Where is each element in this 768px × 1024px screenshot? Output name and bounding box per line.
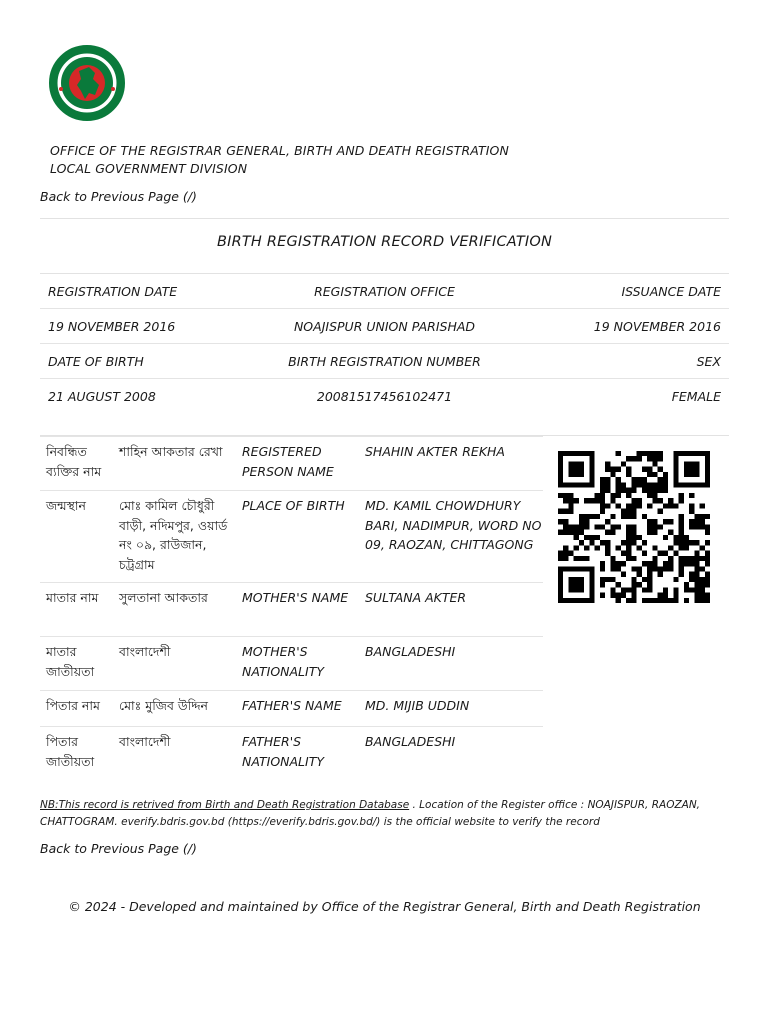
bangla-value: মোঃ কামিল চৌধুরী বাড়ী, নদিমপুর, ওয়ার্ড নং ০৯, রাউজান, চট্রগ্রাম: [119, 498, 228, 572]
bangla-value: মোঃ মুজিব উদ্দিন: [119, 698, 208, 713]
english-label: REGISTERED PERSON NAME: [242, 444, 334, 479]
back-to-previous-link[interactable]: Back to Previous Page (/): [40, 189, 197, 204]
english-value: MD. KAMIL CHOWDHURY BARI, NADIMPUR, WORD NO 09, RAOZAN, CHITTAGONG: [365, 498, 542, 552]
bangla-label: নিবন্ধিত ব্যক্তির নাম: [46, 444, 102, 479]
issuance-date-label: ISSUANCE DATE: [621, 283, 721, 299]
english-label: FATHER'S NAME: [242, 698, 342, 713]
bangla-value: শাহিন আকতার রেখা: [119, 444, 223, 459]
table-row: [40, 583, 543, 637]
qr-code-icon: [558, 451, 710, 603]
details-table: [40, 436, 543, 781]
table-row: [40, 437, 543, 491]
office-line-2: LOCAL GOVERNMENT DIVISION: [50, 161, 248, 176]
registration-office-label: REGISTRATION OFFICE: [314, 283, 455, 299]
date-of-birth-label: DATE OF BIRTH: [48, 353, 144, 369]
bangla-label: মাতার নাম: [46, 590, 99, 605]
table-row: [40, 637, 543, 691]
footer-copyright: © 2024 - Developed and maintained by Office of the Registrar General, Birth and Death Registration: [68, 899, 701, 914]
verification-note: [40, 797, 740, 831]
office-line-1: OFFICE OF THE REGISTRAR GENERAL, BIRTH AND DEATH REGISTRATION: [50, 143, 509, 158]
english-label: MOTHER'S NAME: [242, 590, 349, 605]
bangla-value: সুলতানা আকতার: [119, 590, 208, 605]
english-label: PLACE OF BIRTH: [242, 498, 345, 513]
bangla-label: জন্মস্থান: [46, 498, 87, 513]
summary-value-row: [40, 379, 729, 414]
table-row: [40, 491, 543, 583]
note-source: NB:This record is retrived from Birth and Death Registration Database: [40, 799, 410, 811]
bangla-label: পিতার নাম: [46, 698, 100, 713]
summary-table: [40, 274, 729, 414]
note-location: NOAJISPUR, RAOZAN, CHATTOGRAM.: [40, 799, 701, 828]
note-suffix: everify.bdris.gov.bd (https://everify.bdris.gov.bd/) is the official website to verify the record: [117, 816, 600, 828]
birth-registration-number-label: BIRTH REGISTRATION NUMBER: [288, 353, 481, 369]
sex-value: FEMALE: [671, 389, 721, 404]
table-row: [40, 727, 543, 781]
note-middle: . Location of the Register office :: [409, 799, 588, 811]
back-to-previous-link[interactable]: Back to Previous Page (/): [40, 841, 197, 856]
page-title: BIRTH REGISTRATION RECORD VERIFICATION: [216, 234, 553, 250]
english-value: MD. MIJIB UDDIN: [365, 698, 470, 713]
bangla-value: বাংলাদেশী: [119, 644, 171, 659]
summary-header-row: [40, 274, 729, 309]
date-of-birth-value: 21 AUGUST 2008: [48, 389, 156, 404]
registration-office-value: NOAJISPUR UNION PARISHAD: [293, 318, 476, 334]
english-label: FATHER'S NATIONALITY: [242, 734, 324, 769]
english-value: BANGLADESHI: [365, 644, 456, 659]
registration-date-label: REGISTRATION DATE: [48, 283, 178, 299]
summary-value-row: [40, 309, 729, 344]
office-heading: [50, 142, 509, 178]
divider: [40, 218, 729, 219]
english-label: MOTHER'S NATIONALITY: [242, 644, 324, 679]
issuance-date-value: 19 NOVEMBER 2016: [593, 318, 721, 334]
english-value: BANGLADESHI: [365, 734, 456, 749]
table-row: [40, 691, 543, 727]
bangla-label: মাতার জাতীয়তা: [46, 644, 95, 679]
summary-header-row: [40, 344, 729, 379]
english-value: SULTANA AKTER: [365, 590, 467, 605]
bangla-label: পিতার জাতীয়তা: [46, 734, 95, 769]
government-seal-icon: [49, 45, 125, 121]
birth-registration-number-value: 20081517456102471: [316, 389, 453, 404]
bangla-value: বাংলাদেশী: [119, 734, 171, 749]
registration-date-value: 19 NOVEMBER 2016: [48, 318, 176, 334]
sex-label: SEX: [696, 353, 721, 369]
english-value: SHAHIN AKTER REKHA: [365, 444, 505, 459]
